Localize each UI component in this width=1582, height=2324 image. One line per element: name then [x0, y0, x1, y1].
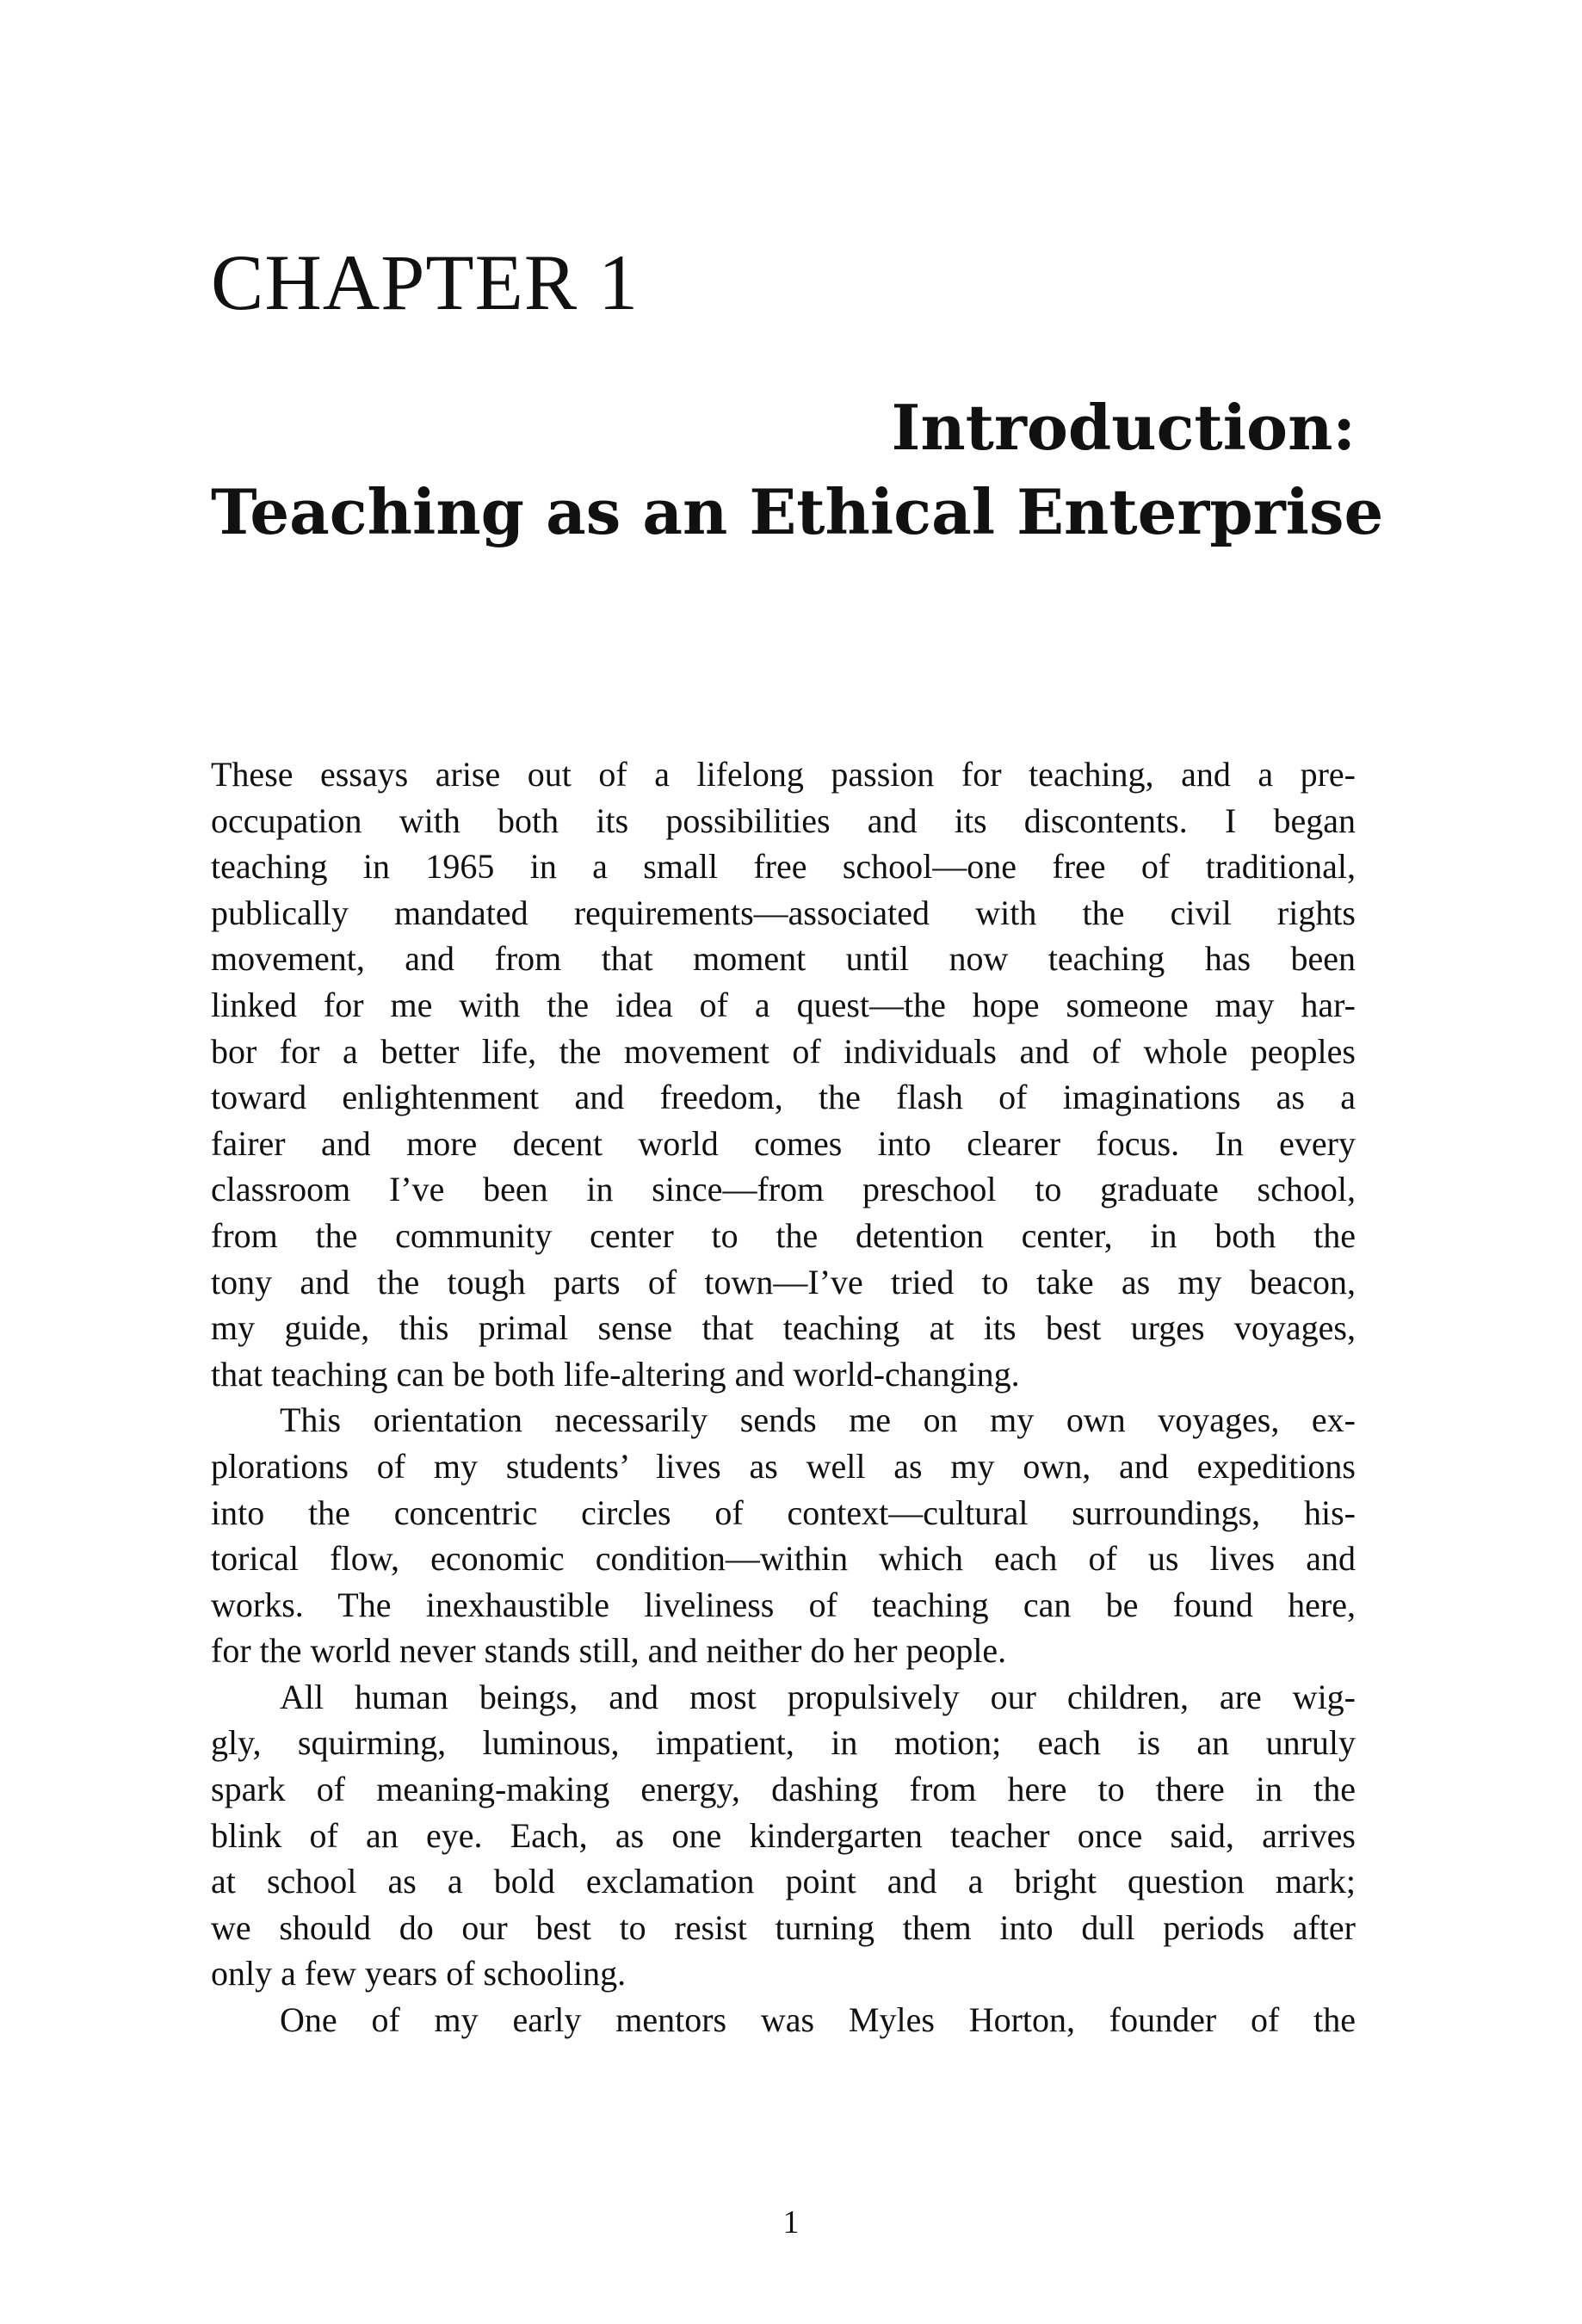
- body-text: [211, 751, 1356, 2043]
- text-line: classroom I’ve been in since—from preschool to graduate school,: [211, 1170, 1356, 1209]
- text-line: works. The inexhaustible liveliness of teaching can be found here,: [211, 1585, 1356, 1624]
- text-line: at school as a bold exclamation point and a bright question mark;: [211, 1862, 1356, 1901]
- text-line: gly, squirming, luminous, impatient, in motion; each is an unruly: [211, 1723, 1356, 1763]
- chapter-title: [211, 386, 1384, 554]
- text-line: occupation with both its possibilities and its discontents. I began: [211, 800, 1356, 840]
- text-line: toward enlightenment and freedom, the flash of imaginations as a: [211, 1078, 1356, 1117]
- chapter-label: CHAPTER 1: [211, 238, 640, 326]
- text-line: that teaching can be both life-altering and world-changing.: [211, 1354, 1020, 1394]
- text-line: fairer and more decent world comes into clearer focus. In every: [211, 1123, 1356, 1163]
- text-line: bor for a better life, the movement of individuals and of whole peoples: [211, 1031, 1356, 1071]
- text-line: plorations of my students’ lives as well as my own, and expeditions: [211, 1446, 1356, 1486]
- text-line: into the concentric circles of context—cultural surroundings, his-: [211, 1493, 1356, 1532]
- text-line: teaching in 1965 in a small free school—one free of traditional,: [211, 847, 1356, 887]
- text-line: movement, and from that moment until now teaching has been: [211, 939, 1356, 979]
- text-line: spark of meaning-making energy, dashing from here to there in the: [211, 1770, 1356, 1809]
- text-line: One of my early mentors was Myles Horton, founder of the: [280, 2000, 1356, 2040]
- text-line: This orientation necessarily sends me on my own voyages, ex-: [280, 1400, 1356, 1440]
- text-line: we should do our best to resist turning them into dull periods after: [211, 1907, 1356, 1947]
- text-line: These essays arise out of a lifelong passion for teaching, and a pre-: [211, 755, 1356, 794]
- text-line: my guide, this primal sense that teaching at its best urges voyages,: [211, 1308, 1356, 1348]
- page-number: 1: [782, 2204, 800, 2241]
- chapter-title-line: Teaching as an Ethical Enterprise: [211, 475, 1384, 548]
- text-line: blink of an eye. Each, as one kindergarten teacher once said, arrives: [211, 1815, 1356, 1855]
- text-line: torical flow, economic condition—within which each of us lives and: [211, 1539, 1356, 1579]
- text-line: only a few years of schooling.: [211, 1954, 627, 1993]
- text-line: All human beings, and most propulsively our children, are wig-: [280, 1677, 1356, 1716]
- text-line: linked for me with the idea of a quest—the hope someone may har-: [211, 985, 1356, 1024]
- text-line: tony and the tough parts of town—I’ve tried to take as my beacon,: [211, 1262, 1356, 1301]
- text-line: from the community center to the detention center, in both the: [211, 1215, 1356, 1255]
- chapter-title-line: Introduction:: [891, 391, 1356, 464]
- text-line: publically mandated requirements—associated with the civil rights: [211, 893, 1356, 932]
- text-line: for the world never stands still, and neither do her people.: [211, 1631, 1007, 1671]
